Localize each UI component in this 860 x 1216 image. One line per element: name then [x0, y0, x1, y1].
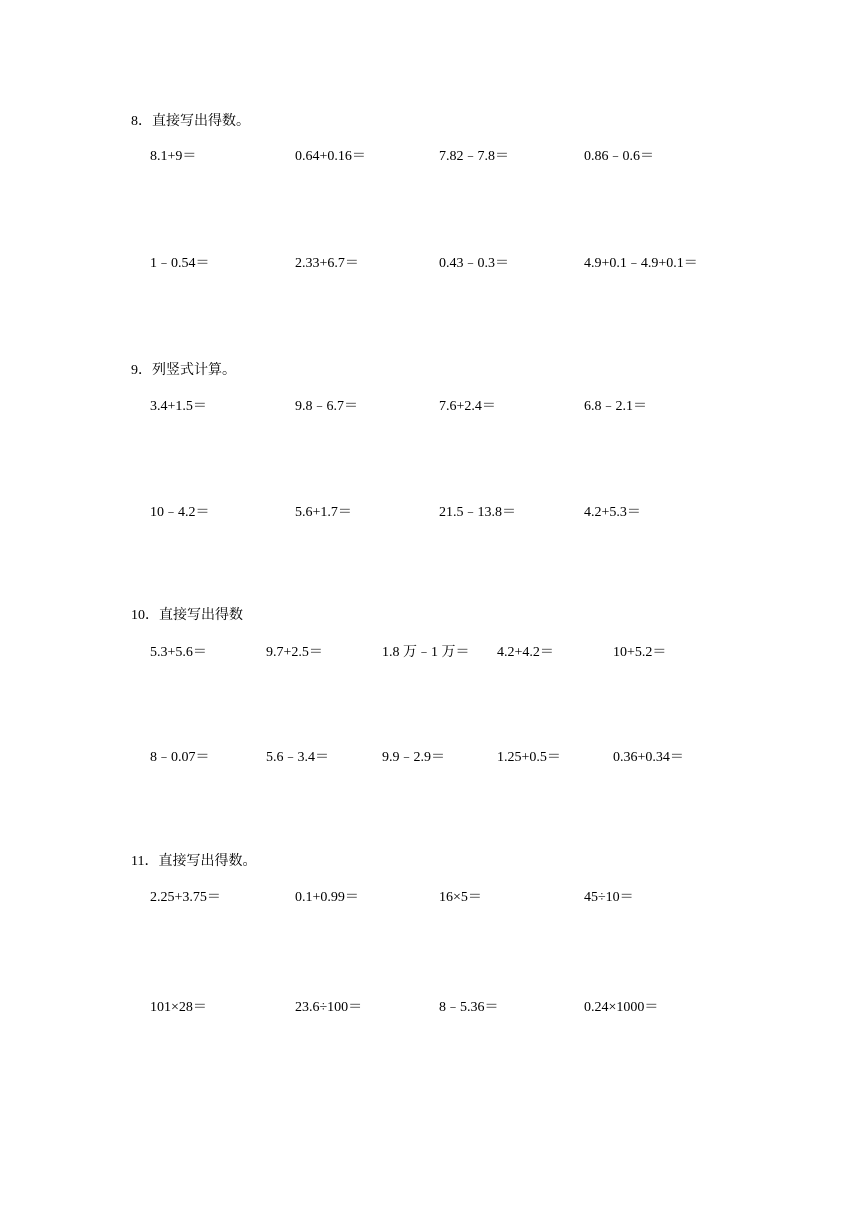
problem: 8﹣5.36＝ — [439, 1000, 499, 1015]
problem: 8.1+9＝ — [150, 149, 197, 164]
problem: 8﹣0.07＝ — [150, 750, 210, 765]
problem: 1﹣0.54＝ — [150, 256, 210, 271]
problem: 0.36+0.34＝ — [613, 750, 684, 765]
problem: 1.25+0.5＝ — [497, 750, 561, 765]
problem: 5.3+5.6＝ — [150, 645, 207, 660]
problem: 2.33+6.7＝ — [295, 256, 359, 271]
problem: 21.5﹣13.8＝ — [439, 505, 516, 520]
problem: 10+5.2＝ — [613, 645, 667, 660]
problem: 16×5＝ — [439, 890, 482, 905]
problem: 45÷10＝ — [584, 890, 634, 905]
problem: 1.8 万﹣1 万＝ — [382, 645, 470, 660]
problem: 10﹣4.2＝ — [150, 505, 210, 520]
problem: 9.9﹣2.9＝ — [382, 750, 445, 765]
problem: 4.9+0.1﹣4.9+0.1＝ — [584, 256, 698, 271]
problem: 7.82﹣7.8＝ — [439, 149, 509, 164]
section-10-title: 10．直接写出得数 — [131, 608, 243, 623]
section-9-title: 9．列竖式计算。 — [131, 363, 236, 378]
problem: 0.86﹣0.6＝ — [584, 149, 654, 164]
problem: 0.24×1000＝ — [584, 1000, 659, 1015]
problem: 0.1+0.99＝ — [295, 890, 359, 905]
problem: 3.4+1.5＝ — [150, 399, 207, 414]
problem: 4.2+4.2＝ — [497, 645, 554, 660]
problem: 23.6÷100＝ — [295, 1000, 363, 1015]
problem: 6.8﹣2.1＝ — [584, 399, 647, 414]
section-8-title: 8．直接写出得数。 — [131, 114, 250, 129]
problem: 9.8﹣6.7＝ — [295, 399, 358, 414]
problem: 4.2+5.3＝ — [584, 505, 641, 520]
section-11-title: 11．直接写出得数。 — [131, 854, 257, 869]
problem: 2.25+3.75＝ — [150, 890, 221, 905]
problem: 101×28＝ — [150, 1000, 207, 1015]
problem: 7.6+2.4＝ — [439, 399, 496, 414]
problem: 5.6+1.7＝ — [295, 505, 352, 520]
problem: 5.6﹣3.4＝ — [266, 750, 329, 765]
problem: 0.43﹣0.3＝ — [439, 256, 509, 271]
problem: 9.7+2.5＝ — [266, 645, 323, 660]
problem: 0.64+0.16＝ — [295, 149, 366, 164]
